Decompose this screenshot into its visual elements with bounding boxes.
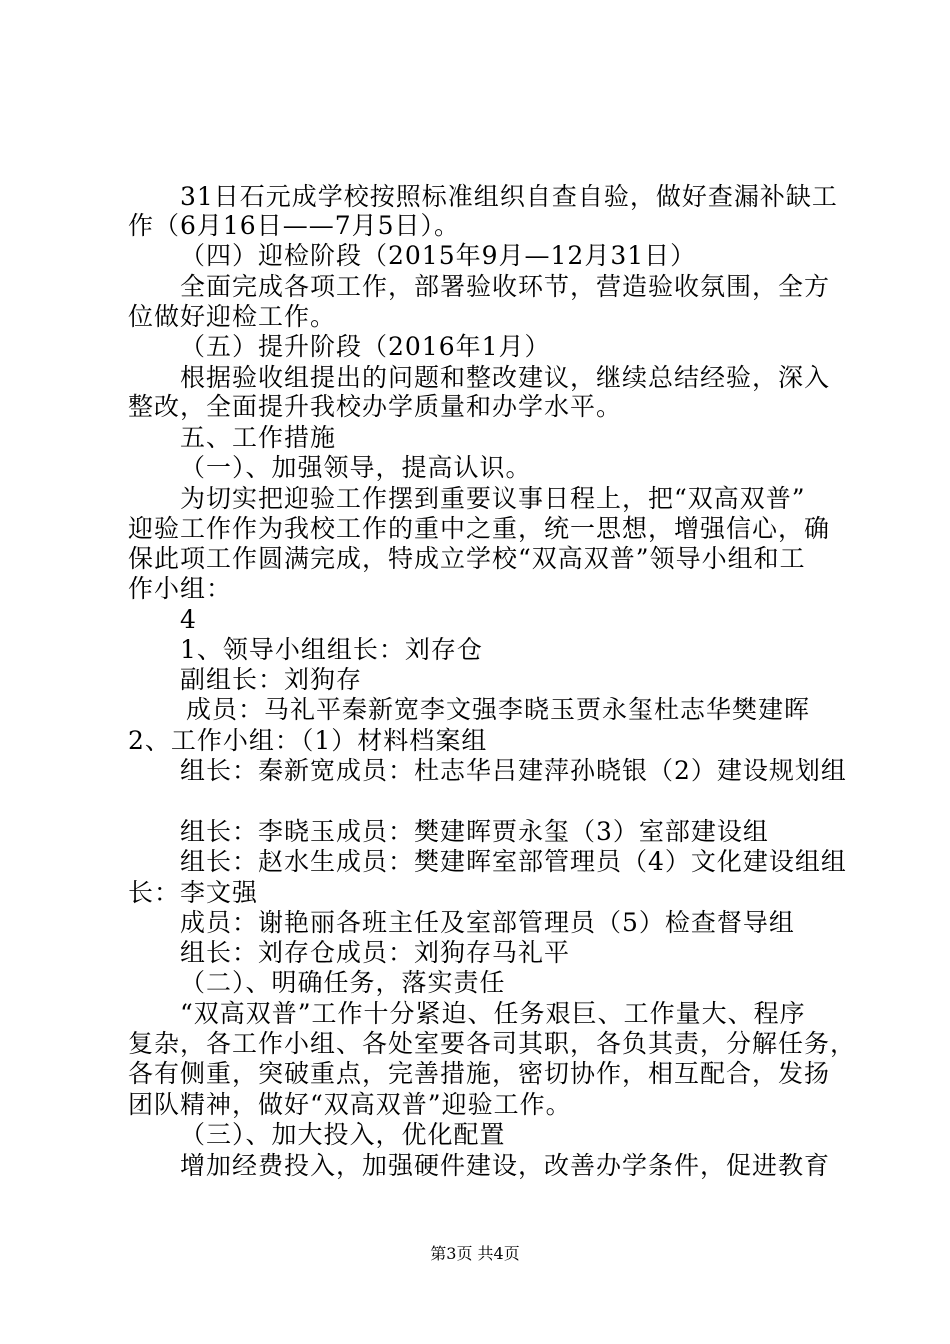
text-line: 复杂，各工作小组、各处室要各司其职，各负其责，分解任务， <box>128 1029 857 1058</box>
text-line: 各有侧重，突破重点，完善措施，密切协作，相互配合，发扬 <box>128 1059 831 1088</box>
text-line: 保此项工作圆满完成，特成立学校“双高双普”领导小组和工 <box>128 544 806 573</box>
text-line: 作（6月16日——7月5日）。 <box>128 211 461 240</box>
text-line: 31日石元成学校按照标准组织自查自验，做好查漏补缺工 <box>180 182 838 211</box>
subsection-heading: （三）、加大投入，优化配置 <box>180 1120 506 1149</box>
text-line: “双高双普”工作十分紧迫、任务艰巨、工作量大、程序 <box>180 999 806 1028</box>
text-line: 副组长：刘狗存 <box>180 665 363 694</box>
text-line: 1、领导小组组长：刘存仓 <box>180 635 483 664</box>
text-line: 2、工作小组：（1）材料档案组 <box>128 726 488 755</box>
text-line: 团队精神，做好“双高双普”迎验工作。 <box>128 1090 572 1119</box>
text-line: 组长：秦新宽成员：杜志华吕建萍孙晓银（2）建设规划组 <box>180 756 847 785</box>
text-line: 整改，全面提升我校办学质量和办学水平。 <box>128 392 623 421</box>
text-line: 组长：赵水生成员：樊建晖室部管理员（4）文化建设组组 <box>180 847 847 876</box>
text-line: 成员：马礼平秦新宽李文强李晓玉贾永玺杜志华樊建晖 <box>186 695 811 724</box>
text-line: 全面完成各项工作，部署验收环节，营造验收氛围，全方 <box>180 272 831 301</box>
text-line: （四）迎检阶段（2015年9月—12月31日） <box>180 241 697 270</box>
text-line: 为切实把迎验工作摆到重要议事日程上，把“双高双普” <box>180 484 806 513</box>
text-line: 作小组： <box>128 574 233 603</box>
text-line: 组长：刘存仓成员：刘狗存马礼平 <box>180 938 571 967</box>
text-line: （五）提升阶段（2016年1月） <box>180 332 551 361</box>
text-line: 增加经费投入，加强硬件建设，改善办学条件，促进教育 <box>180 1151 831 1180</box>
text-line: 成员：谢艳丽各班主任及室部管理员（5）检查督导组 <box>180 908 795 937</box>
text-line: 迎验工作作为我校工作的重中之重，统一思想，增强信心，确 <box>128 514 831 543</box>
subsection-heading: （一）、加强领导，提高认识。 <box>180 453 532 482</box>
text-line: 长：李文强 <box>128 878 259 907</box>
text-line: 4 <box>180 605 197 634</box>
section-heading: 五、工作措施 <box>180 423 337 452</box>
text-line: 位做好迎检工作。 <box>128 302 337 331</box>
text-line: 根据验收组提出的问题和整改建议，继续总结经验，深入 <box>180 363 831 392</box>
page-number: 第3页 共4页 <box>430 1244 520 1263</box>
text-line: 组长：李晓玉成员：樊建晖贾永玺（3）室部建设组 <box>180 817 769 846</box>
subsection-heading: （二）、明确任务，落实责任 <box>180 968 506 997</box>
